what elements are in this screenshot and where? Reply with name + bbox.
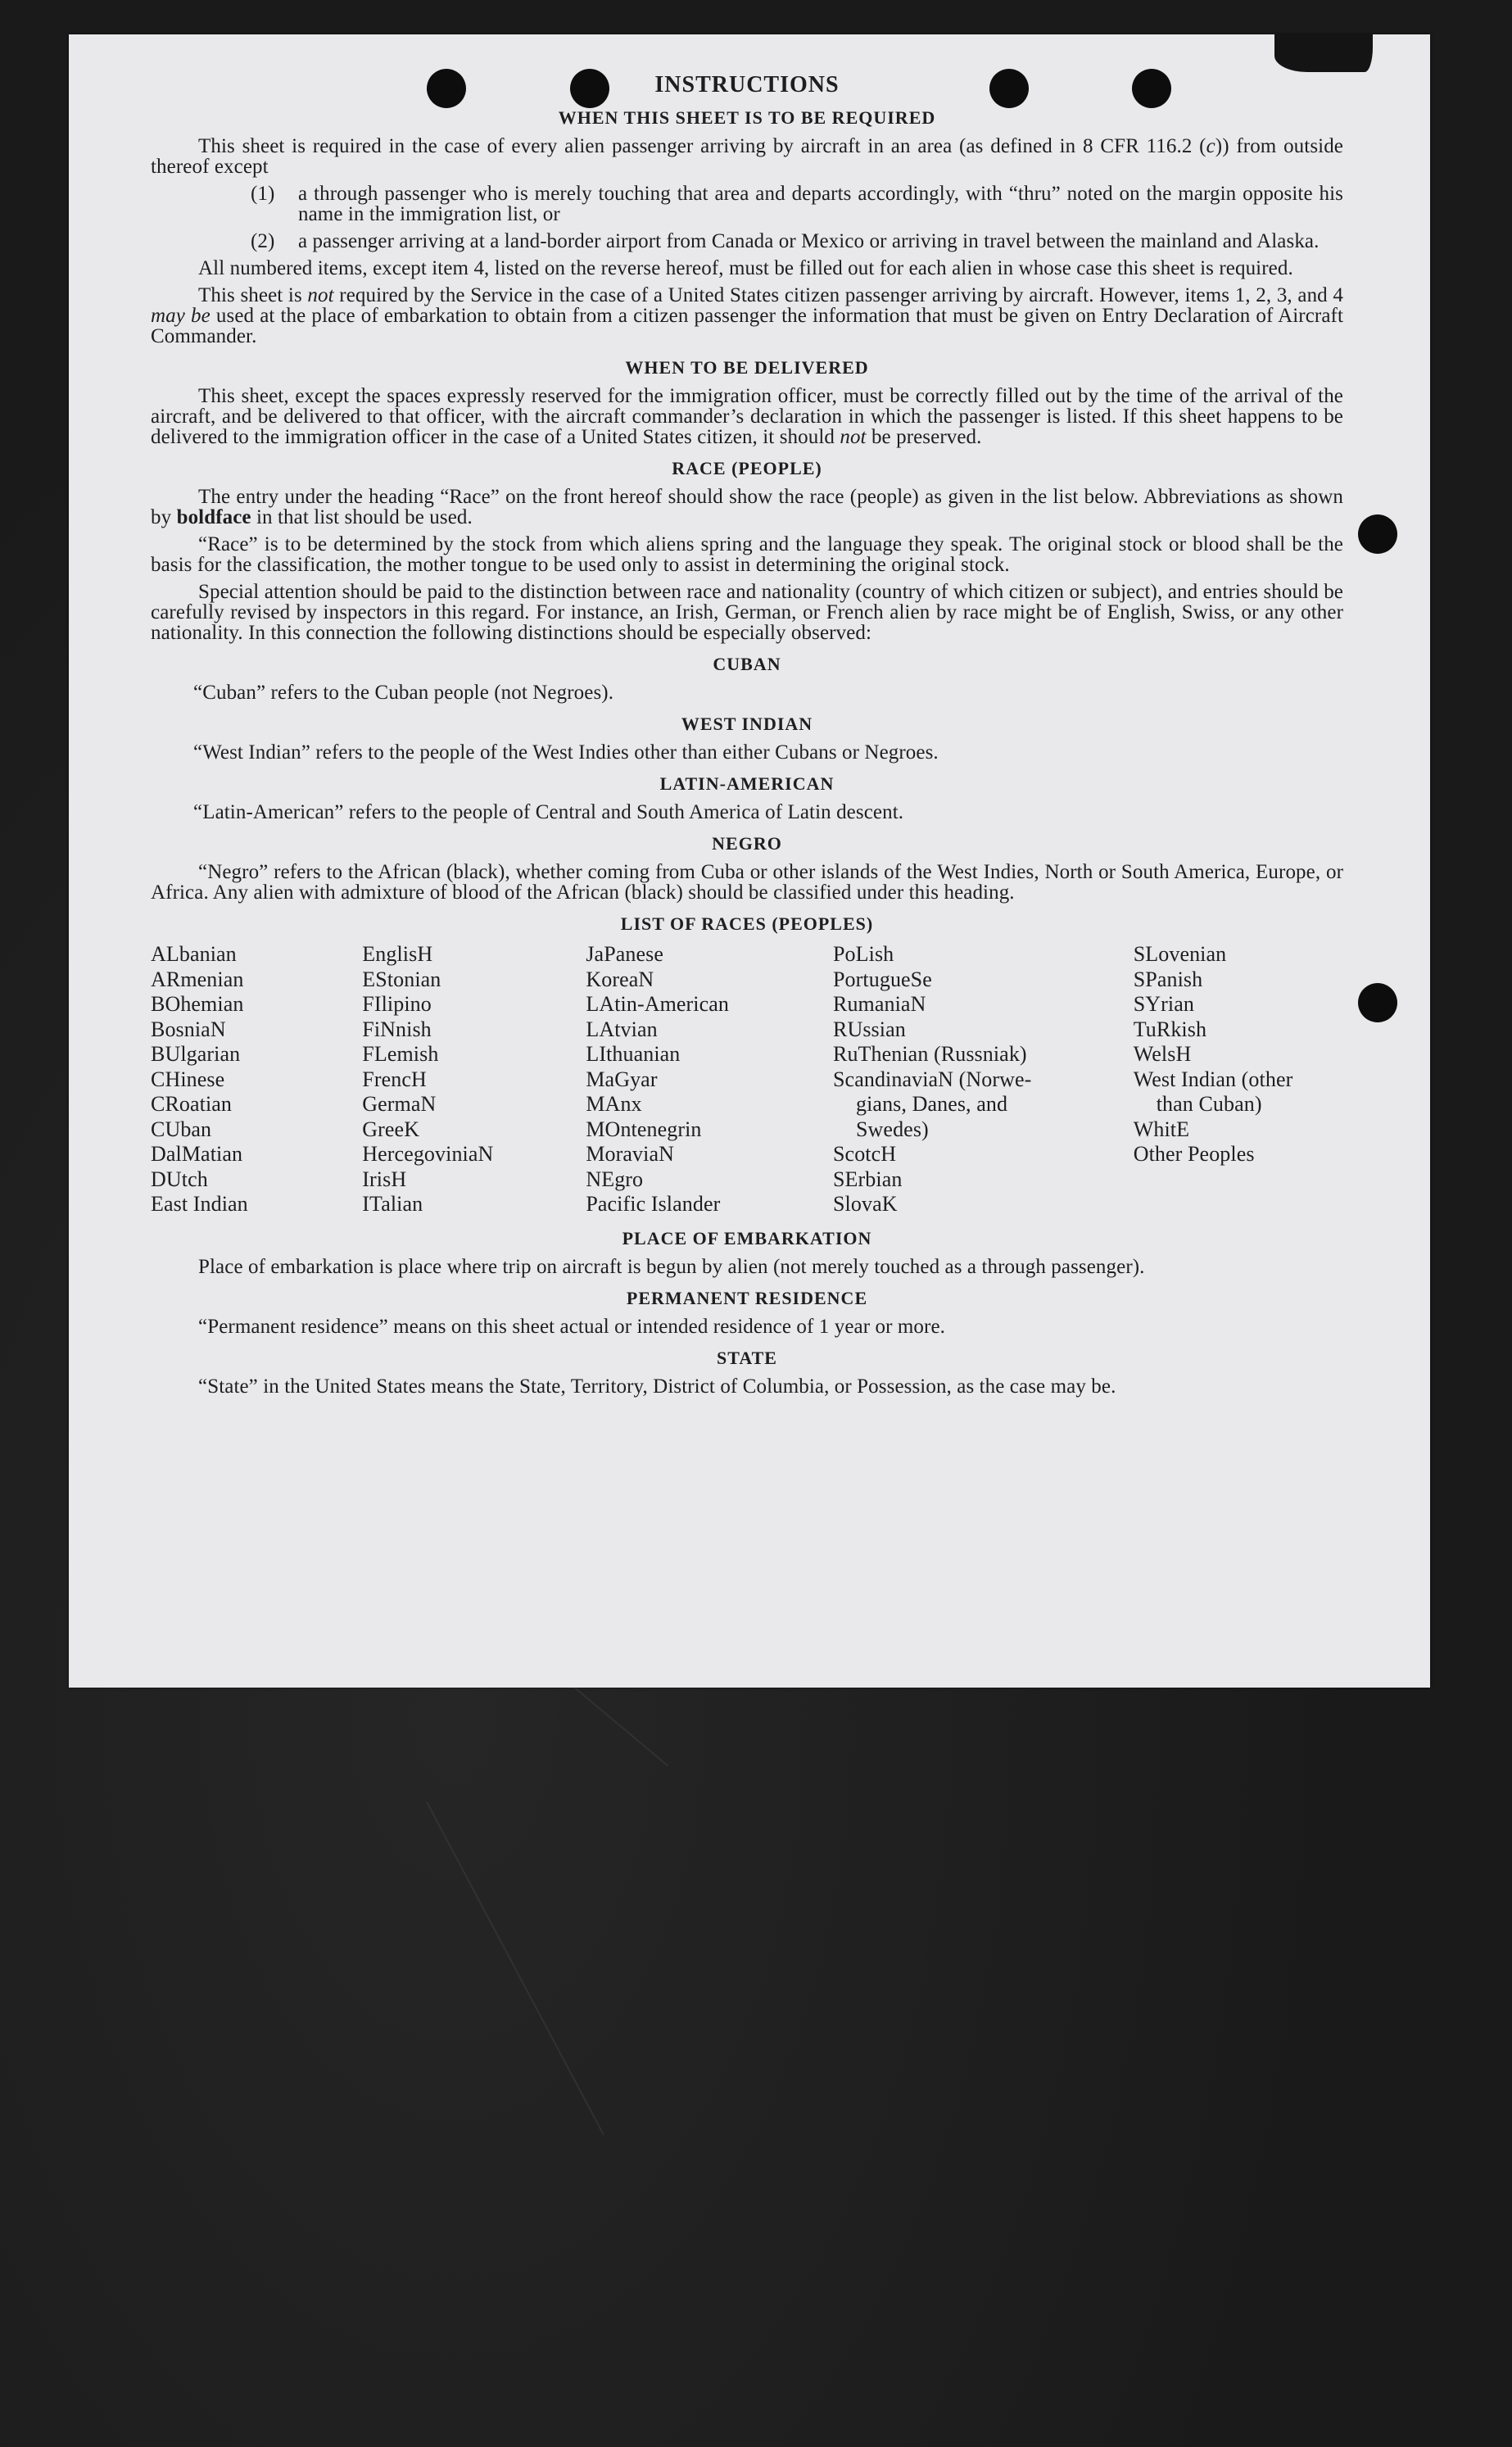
race-entry: East Indian (151, 1192, 248, 1216)
race-entry: ALbanian (151, 942, 237, 966)
race-entry: RuThenian (Russniak) (833, 1042, 1027, 1066)
paragraph: Place of embarkation is place where trip on aircraft is begun by alien (not merely touched as a through passenger). (198, 1255, 1145, 1278)
paragraph: “Race” is to be determined by the stock from which aliens spring and the language they speak. The original stock or blood shall be the basis for the classification, the mother tongue to be used only to assist in determining the original stock. (151, 533, 1343, 576)
list-item (151, 231, 1343, 251)
race-entry: FIlipino (362, 992, 432, 1016)
race-entry: LAtin-American (586, 992, 730, 1016)
race-entry: SYrian (1133, 992, 1194, 1016)
paragraph: Special attention should be paid to the distinction between race and nationality (country of which citizen or subject), and entries should be carefully revised by inspectors in this regard. For instance, an Irish, German, or French alien by race might be of English, Swiss, or any other nationality. In this connection the following distinctions should be especially observed: (151, 581, 1343, 644)
race-entry: BOhemian (151, 992, 244, 1016)
race-entry: West Indian (other (1133, 1067, 1293, 1091)
list-text: a through passenger who is merely touching that area and departs accordingly, with “thru” noted on the margin opposite his name in the immigration list, or (298, 183, 1343, 225)
document-body (151, 34, 1343, 1403)
definition: “West Indian” refers to the people of the West Indies other than either Cubans or Negroes. (193, 741, 939, 764)
race-entry: LAtvian (586, 1017, 658, 1041)
list-number: (2) (251, 230, 275, 252)
race-entry: SlovaK (833, 1192, 898, 1216)
race-column (1134, 942, 1343, 1217)
section-heading: RACE (PEOPLE) (672, 458, 822, 478)
paragraph: This sheet is required in the case of every alien passenger arriving by aircraft in an area (as defined in 8 CFR 116.2 (c)) from outside thereof except (151, 135, 1343, 178)
race-entry: PortugueSe (833, 967, 932, 991)
race-entry: MOntenegrin (586, 1117, 702, 1141)
paragraph: The entry under the heading “Race” on the front hereof should show the race (people) as given in the list below. Abbreviations as shown by boldface in that list should be used. (151, 486, 1343, 528)
race-entry: GreeK (362, 1117, 420, 1141)
race-entry: MoraviaN (586, 1142, 675, 1166)
section-heading: WEST INDIAN (681, 714, 813, 734)
race-entry: ARmenian (151, 967, 244, 991)
race-entry: Swedes) (856, 1117, 929, 1141)
section-heading: NEGRO (712, 833, 782, 854)
race-entry: LIthuanian (586, 1042, 681, 1066)
section-heading: CUBAN (713, 654, 781, 674)
section-heading: PLACE OF EMBARKATION (622, 1227, 872, 1248)
paragraph: All numbered items, except item 4, listed on the reverse hereof, must be filled out for each alien in whose case this sheet is required. (198, 257, 1293, 279)
race-entry: HercegoviniaN (362, 1142, 494, 1166)
race-list (151, 942, 1343, 1217)
race-entry: RUssian (833, 1017, 906, 1041)
paragraph: “Negro” refers to the African (black), whether coming from Cuba or other islands of the West Indies, North or South America, Europe, or Africa. Any alien with admixture of blood of the African (black) should be classified under this heading. (151, 861, 1343, 904)
race-entry: CRoatian (151, 1092, 233, 1116)
race-entry: than Cuban) (1156, 1092, 1262, 1116)
race-entry: SErbian (833, 1167, 903, 1191)
race-entry: SLovenian (1133, 942, 1227, 966)
race-entry: CUban (151, 1117, 212, 1141)
race-entry: TuRkish (1133, 1017, 1207, 1041)
punch-hole (1358, 983, 1397, 1022)
race-entry: gians, Danes, and (856, 1092, 1008, 1116)
paragraph: “Permanent residence” means on this sheet actual or intended residence of 1 year or more. (198, 1315, 945, 1338)
race-column (151, 942, 362, 1217)
paragraph: This sheet is not required by the Service in the case of a United States citizen passenger arriving by aircraft. However, items 1, 2, 3, and 4 may be used at the place of embarkation to obtain from a citizen passenger the information that must be given on Entry Declaration of Aircraft Commander. (151, 284, 1343, 347)
section-heading: WHEN TO BE DELIVERED (625, 357, 869, 378)
definition: “Cuban” refers to the Cuban people (not Negroes). (193, 682, 614, 704)
definition: “Latin-American” refers to the people of Central and South America of Latin descent. (193, 801, 904, 823)
race-entry: PoLish (833, 942, 894, 966)
section-heading: WHEN THIS SHEET IS TO BE REQUIRED (558, 107, 936, 128)
paragraph: “State” in the United States means the State, Territory, District of Columbia, or Possession, as the case may be. (198, 1375, 1116, 1398)
race-entry: KoreaN (586, 967, 654, 991)
race-entry: ScotcH (833, 1142, 897, 1166)
list-text: a passenger arriving at a land-border airport from Canada or Mexico or arriving in travel between the mainland and Alaska. (298, 230, 1320, 252)
punch-hole (1358, 514, 1397, 554)
race-entry: ScandinaviaN (Norwe- (833, 1067, 1032, 1091)
race-entry: DUtch (151, 1167, 208, 1191)
race-entry: MaGyar (586, 1067, 658, 1091)
section-heading: STATE (717, 1347, 777, 1368)
section-heading: LIST OF RACES (PEOPLES) (620, 913, 874, 934)
document-page (69, 34, 1430, 1688)
race-entry: MAnx (586, 1092, 642, 1116)
race-entry: WhitE (1133, 1117, 1190, 1141)
race-entry: Other Peoples (1133, 1142, 1255, 1166)
race-entry: EnglisH (362, 942, 433, 966)
race-entry: EStonian (362, 967, 441, 991)
list-number: (1) (251, 183, 275, 205)
race-entry: RumaniaN (833, 992, 926, 1016)
race-entry: BUlgarian (151, 1042, 241, 1066)
race-entry: IrisH (362, 1167, 407, 1191)
section-heading: PERMANENT RESIDENCE (626, 1287, 868, 1308)
section-heading: LATIN-AMERICAN (659, 773, 835, 794)
paragraph: This sheet, except the spaces expressly reserved for the immigration officer, must be correctly filled out by the time of the arrival of the aircraft, and be delivered to that officer, with the aircraft commander’s declaration in which the passenger is listed. If this sheet happens to be delivered to the immigration officer in the case of a United States citizen, it should not be preserved. (151, 385, 1343, 448)
race-column (833, 942, 1134, 1217)
race-column (362, 942, 586, 1217)
race-entry: GermaN (362, 1092, 437, 1116)
race-entry: SPanish (1133, 967, 1203, 991)
page-title: INSTRUCTIONS (654, 72, 840, 97)
race-entry: NEgro (586, 1167, 644, 1191)
race-entry: FLemish (362, 1042, 439, 1066)
race-entry: DalMatian (151, 1142, 243, 1166)
race-entry: JaPanese (586, 942, 664, 966)
race-entry: ITalian (362, 1192, 423, 1216)
race-entry: FiNnish (362, 1017, 432, 1041)
race-column (586, 942, 833, 1217)
race-entry: CHinese (151, 1067, 225, 1091)
race-entry: WelsH (1133, 1042, 1192, 1066)
race-entry: Pacific Islander (586, 1192, 721, 1216)
race-entry: FrencH (362, 1067, 427, 1091)
race-entry: BosniaN (151, 1017, 226, 1041)
list-item (151, 184, 1343, 224)
